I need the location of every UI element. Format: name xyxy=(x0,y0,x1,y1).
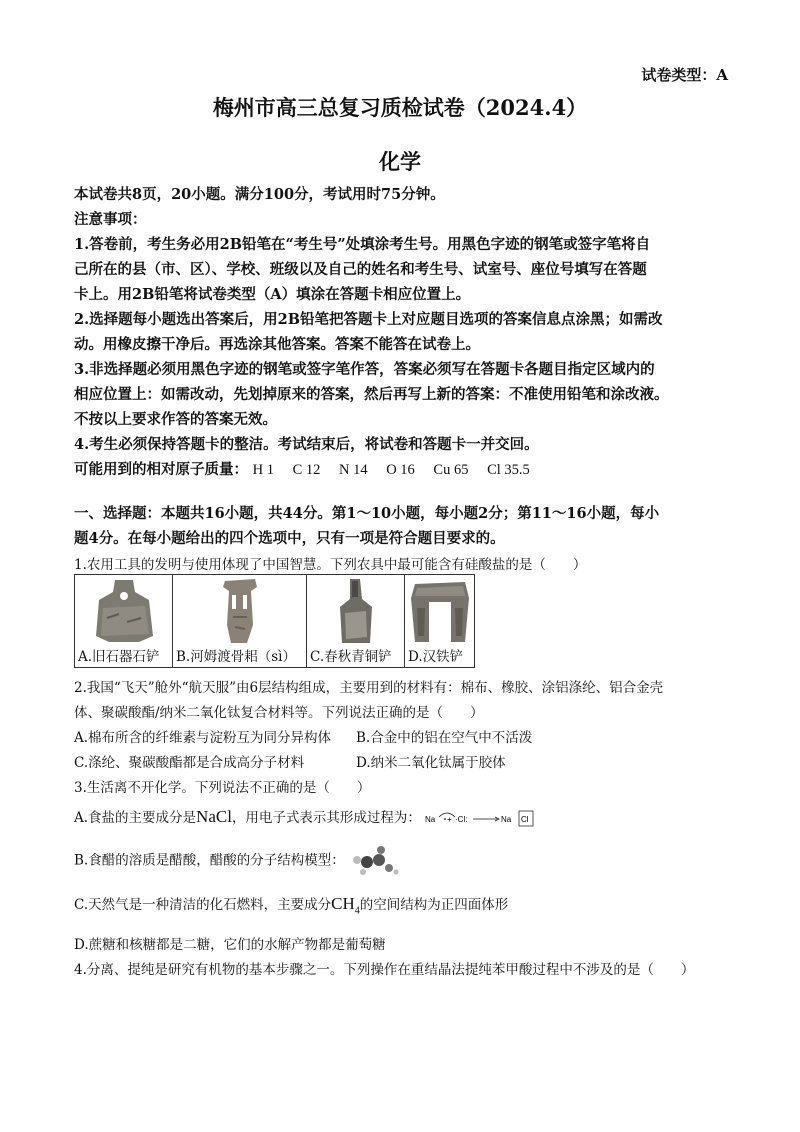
ch4-formula: $CH_4$ xyxy=(331,894,360,917)
subject-title: 化学 xyxy=(379,149,421,174)
notice-line: 不按以上要求作答的答案无效。 xyxy=(74,411,277,428)
stone-shovel-icon xyxy=(93,578,155,644)
iron-shovel-icon xyxy=(409,578,471,644)
bone-spade-icon xyxy=(213,577,267,645)
q2-option-d: D.纳米二氧化钛属于胶体 xyxy=(356,755,506,771)
q1-stem: 1.农用工具的发明与使用体现了中国智慧。下列农具中最可能含有硅酸盐的是（ ） xyxy=(74,557,587,573)
notice-line: 4.考生必须保持答题卡的整洁。考试结束后，将试卷和答题卡一并交回。 xyxy=(74,436,539,453)
notice-line: 卡上。用2B铅笔将试卷类型（A）填涂在答题卡相应位置上。 xyxy=(74,286,471,303)
paper-type: 试卷类型：A xyxy=(641,66,728,84)
notice-heading: 注意事项： xyxy=(74,211,147,228)
q2-option-b: B.合金中的铝在空气中不活泼 xyxy=(356,730,533,746)
svg-text:·Cl:: ·Cl: xyxy=(455,814,468,824)
section-1-heading: 题4分。在每小题给出的四个选项中，只有一项是符合题目要求的。 xyxy=(74,530,505,547)
atomic-mass: O 16 xyxy=(386,462,415,478)
q3-option-c: C.天然气是一种清洁的化石燃料，主要成分$CH_4$的空间结构为正四面体形 xyxy=(74,894,509,917)
exam-intro: 本试卷共8页，20小题。满分100分，考试用时75分钟。 xyxy=(74,186,445,203)
atomic-mass: H 1 xyxy=(252,462,274,478)
section-1-heading: 一、选择题：本题共16小题，共44分。第1～10小题，每小题2分；第11～16小题，每小 xyxy=(74,505,660,522)
bronze-shovel-icon xyxy=(336,577,376,645)
atomic-mass: C 12 xyxy=(292,462,321,478)
q3-stem: 3.生活离不开化学。下列说法不正确的是（ ） xyxy=(74,780,371,796)
q1-option-b xyxy=(173,575,307,668)
q1-option-b-label: B.河姆渡骨耜（sì） xyxy=(176,649,296,665)
notice-line: 相应位置上：如需改动，先划掉原来的答案，然后再写上新的答案：不准使用铅笔和涂改液。 xyxy=(74,386,669,403)
q2-option-a: A.棉布所含的纤维素与淀粉互为同分异构体 xyxy=(74,730,332,746)
q2-options-row xyxy=(74,726,734,746)
notice-line: 己所在的县（市、区）、学校、班级以及自己的姓名和考生号、试室号、座位号填写在答题 xyxy=(74,261,647,278)
acetic-acid-model-icon xyxy=(349,846,399,876)
atomic-mass: Cu 65 xyxy=(433,462,469,478)
notice-line: 动。用橡皮擦干净后。再选涂其他答案。答案不能答在试卷上。 xyxy=(74,336,480,353)
svg-text:Cl: Cl xyxy=(521,814,529,824)
notice-line: 3.非选择题必须用黑色字迹的钢笔或签字笔作答，答案必须写在答题卡各题目指定区域内的 xyxy=(74,361,655,378)
q1-option-d xyxy=(405,575,475,668)
atomic-masses xyxy=(74,458,734,479)
q4-stem: 4.分离、提纯是研究有机物的基本步骤之一。下列操作在重结晶法提纯苯甲酸过程中不涉及的是（ ） xyxy=(74,962,695,978)
svg-text:+: + xyxy=(447,814,452,824)
q1-option-c-label: C.春秋青铜铲 xyxy=(310,649,392,665)
q2-option-c: C.涤纶、聚碳酸酯都是合成高分子材料 xyxy=(74,755,305,771)
nacl-formula: NaCl xyxy=(196,807,232,826)
q1-option-a xyxy=(75,575,173,668)
q1-option-a-label: A.旧石器石铲 xyxy=(78,649,160,665)
atomic-mass: Cl 35.5 xyxy=(487,462,530,478)
q1-option-d-label: D.汉铁铲 xyxy=(408,649,464,665)
eq-left-na: Na xyxy=(425,814,436,824)
q2-stem: 2.我国“飞天”舱外“航天服”由6层结构组成，主要用到的材料有：棉布、橡胶、涂铝涤纶、铝合金壳 xyxy=(74,680,664,696)
eq-right-na: Na xyxy=(501,814,512,824)
nacl-electron-formula-icon xyxy=(425,809,535,829)
q2-stem: 体、聚碳酸酯/纳米二氧化钛复合材料等。下列说法正确的是（ ） xyxy=(74,705,484,721)
q2-options-row xyxy=(74,751,734,771)
notice-line: 2.选择题每小题选出答案后，用2B铅笔把答题卡上对应题目选项的答案信息点涂黑；如需改 xyxy=(74,311,663,328)
q3-option-d: D.蔗糖和核糖都是二糖，它们的水解产物都是葡萄糖 xyxy=(74,937,386,953)
atomic-mass: N 14 xyxy=(338,462,368,478)
q1-options-table xyxy=(74,574,475,668)
q1-option-c xyxy=(307,575,405,668)
notice-line: 1.答卷前，考生务必用2B铅笔在“考生号”处填涂考生号。用黑色字迹的钢笔或签字笔将自 xyxy=(74,236,651,253)
q3-option-b: B.食醋的溶质是醋酸，醋酸的分子结构模型： xyxy=(74,846,734,876)
atomic-masses-label: 可能用到的相对原子质量： xyxy=(74,461,248,478)
exam-title: 梅州市高三总复习质检试卷（2024.4） xyxy=(212,95,588,120)
q3-option-a: A.食盐的主要成分是NaCl，用电子式表示其形成过程为： Na + ·Cl: Na Cl xyxy=(74,806,734,832)
